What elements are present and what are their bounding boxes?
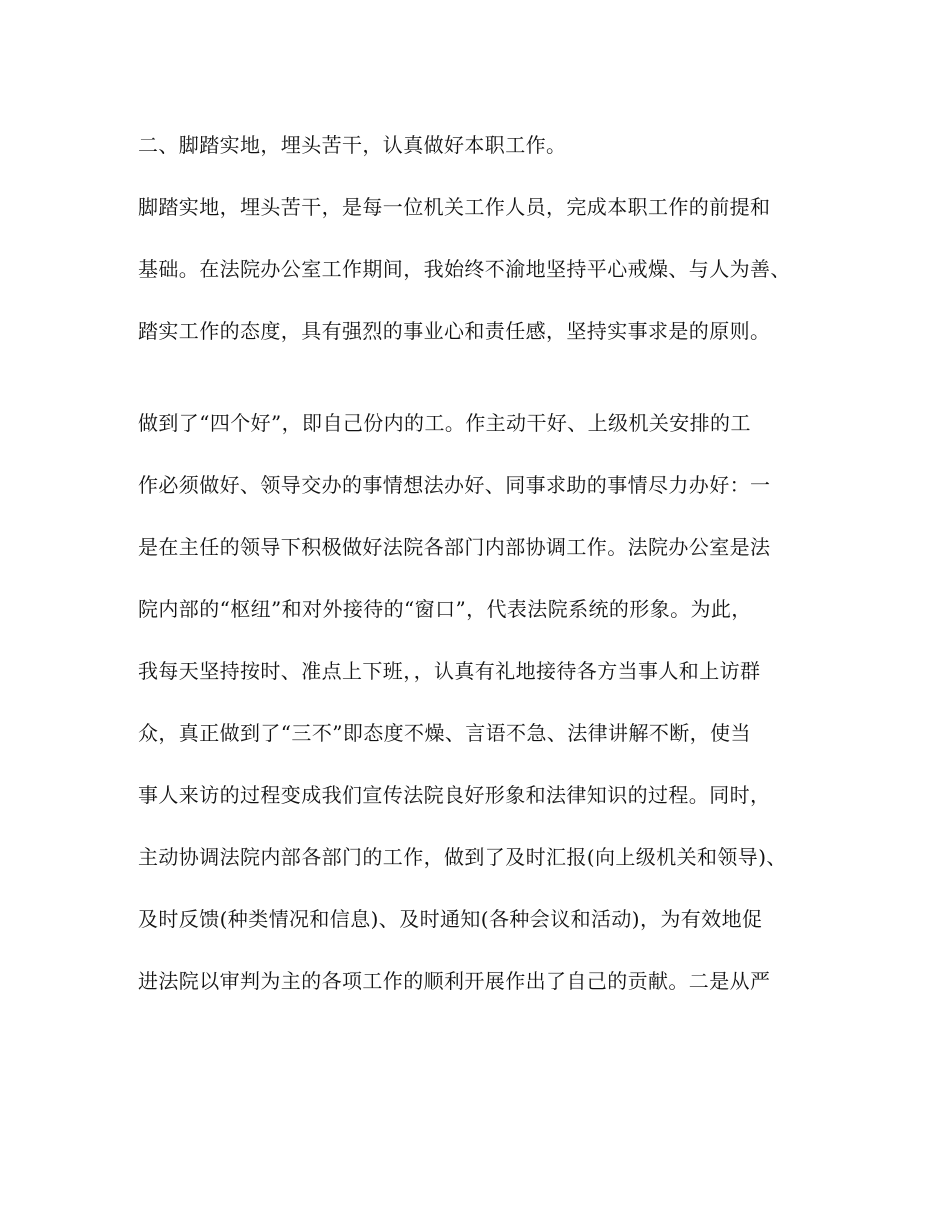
paragraph-line: 作必须做好、领导交办的事情想法办好、同事求助的事情尽力办好：一 xyxy=(138,473,771,497)
paragraph-line: 院内部的“枢纽”和对外接待的“窗口”，代表法院系统的形象。为此， xyxy=(138,597,752,621)
paragraph-line: 众，真正做到了“三不”即态度不燥、言语不急、法律讲解不断，使当 xyxy=(138,721,751,745)
paragraph-line: 基础。在法院办公室工作期间，我始终不渝地坚持平心戒燥、与人为善、 xyxy=(138,257,791,281)
paragraph-line: 是在主任的领导下积极做好法院各部门内部协调工作。法院办公室是法 xyxy=(138,535,771,559)
paragraph-line: 脚踏实地，埋头苦干，是每一位机关工作人员，完成本职工作的前提和 xyxy=(138,195,771,219)
paragraph-line: 事人来访的过程变成我们宣传法院良好形象和法律知识的过程。同时， xyxy=(138,783,771,807)
section-heading: 二、脚踏实地，埋头苦干，认真做好本职工作。 xyxy=(138,133,567,157)
paragraph-line: 我每天坚持按时、准点上下班，，认真有礼地接待各方当事人和上访群 xyxy=(138,659,761,683)
paragraph-line: 踏实工作的态度，具有强烈的事业心和责任感，坚持实事求是的原则。 xyxy=(138,319,771,343)
paragraph-line: 及时反馈(种类情况和信息)、及时通知(各种会议和活动)，为有效地促 xyxy=(138,907,763,931)
paragraph-line: 进法院以审判为主的各项工作的顺利开展作出了自己的贡献。二是从严 xyxy=(138,969,771,993)
paragraph-line: 主动协调法院内部各部门的工作，做到了及时汇报(向上级机关和领导)、 xyxy=(138,845,787,869)
paragraph-line: 做到了“四个好”，即自己份内的工。作主动干好、上级机关安排的工 xyxy=(138,411,751,435)
